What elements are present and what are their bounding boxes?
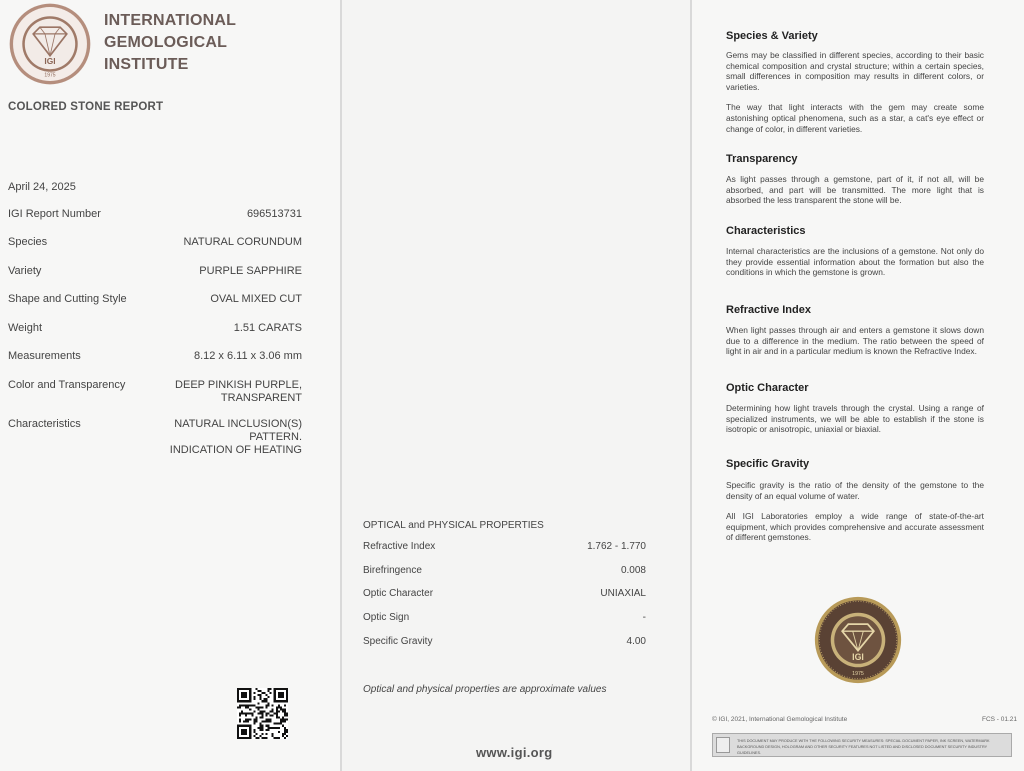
info-paragraph: Internal characteristics are the inclusions of a gemstone. Not only do they provide essential information about the formation but also the conditions in which the gemstone is grown. xyxy=(726,246,984,278)
optical-row-label: Birefringence xyxy=(363,565,422,576)
optical-row-label: Optic Character xyxy=(363,588,434,599)
document-icon xyxy=(716,737,730,753)
info-section-transparency xyxy=(726,153,984,206)
report-row-value-line: PATTERN. xyxy=(249,431,302,443)
info-paragraph: Determining how light travels through the crystal. Using a range of specialized instruments, we will be able to establish if the stone is isotropic or anisotropic, uniaxial or biaxial. xyxy=(726,403,984,435)
report-row-value: 696513731 xyxy=(246,208,302,220)
info-paragraph: All IGI Laboratories employ a wide range of state-of-the-art equipment, which provides comprehensive and accurate assessment of different gemstones. xyxy=(726,511,984,543)
info-heading: Optic Character xyxy=(726,382,809,394)
info-paragraph: When light passes through air and enters a gemstone it slows down due to a difference in the medium. The ratio between the speed of light in air and in a particular medium is known the Refractive Index. xyxy=(726,325,984,357)
svg-text:1975: 1975 xyxy=(852,671,864,678)
info-section-species-variety xyxy=(726,30,984,134)
report-row-label: IGI Report Number xyxy=(8,208,101,220)
svg-text:IGI: IGI xyxy=(44,56,56,67)
report-row-value: NATURAL CORUNDUM xyxy=(183,236,302,248)
info-section-optic-character xyxy=(726,382,984,435)
info-paragraph: Gems may be classified in different species, according to their basic chemical composition and crystal structure; within a certain species, small differences in composition may results in different colors, or varieties. xyxy=(726,50,984,92)
optical-row-value: UNIAXIAL xyxy=(600,588,646,599)
institute-name-line: GEMOLOGICAL xyxy=(104,34,228,51)
report-row-label: Weight xyxy=(8,322,43,334)
igi-gold-seal-icon xyxy=(814,596,902,684)
info-heading: Specific Gravity xyxy=(726,458,810,470)
security-notice-text: THIS DOCUMENT MAY PRODUCE WITH THE FOLLOWING SECURITY MEASURES: SPECIAL DOCUMENT PAPER, INK SCREEN, WATERMARK BACKGROUND DESIGN, HOLOGRAM AND OTHER SECURITY FEATURES NOT LISTED AND DISCLOSED DOCUMENT SECURITY INDUSTRY GUIDELINES. xyxy=(737,739,990,755)
info-paragraph: The way that light interacts with the gem may create some astonishing optical phenomena, such as a star, a cat's eye effect or change of color, in different varieties. xyxy=(726,102,984,134)
report-back-panel xyxy=(692,0,1024,771)
report-row-value-line: TRANSPARENT xyxy=(220,392,302,404)
optical-row-label: Specific Gravity xyxy=(363,636,433,647)
report-title: COLORED STONE REPORT xyxy=(8,101,164,113)
report-row-value: OVAL MIXED CUT xyxy=(210,293,302,305)
info-heading: Characteristics xyxy=(726,225,806,237)
report-row-label: Shape and Cutting Style xyxy=(8,293,127,305)
svg-text:1975: 1975 xyxy=(44,72,56,79)
security-notice xyxy=(712,733,1012,757)
report-row-label: Variety xyxy=(8,265,42,277)
svg-text:IGI: IGI xyxy=(852,652,864,663)
qr-code-icon[interactable] xyxy=(237,688,288,739)
report-row-label: Measurements xyxy=(8,350,81,362)
report-front-panel xyxy=(0,0,340,771)
report-row-label: Species xyxy=(8,236,48,248)
report-middle-panel xyxy=(342,0,690,771)
report-row-value-line: INDICATION OF HEATING xyxy=(169,444,302,456)
copyright-text: © IGI, 2021, International Gemological Institute xyxy=(712,716,848,723)
info-heading: Transparency xyxy=(726,153,798,165)
optical-row-label: Optic Sign xyxy=(363,612,410,623)
optical-row-value: 0.008 xyxy=(620,565,646,576)
form-code: FCS - 01.21 xyxy=(982,716,1018,723)
report-row-value: 1.51 CARATS xyxy=(233,322,302,334)
optical-row-value: - xyxy=(642,612,646,623)
report-row-value-line: NATURAL INCLUSION(S) xyxy=(174,418,302,430)
optical-row-value: 4.00 xyxy=(626,636,646,647)
report-row-value: PURPLE SAPPHIRE xyxy=(199,265,302,277)
optical-properties-title: OPTICAL and PHYSICAL PROPERTIES xyxy=(363,520,544,531)
info-paragraph: As light passes through a gemstone, part of it, if not all, will be absorbed, and part will be transmitted. The more light that is absorbed the less transparent the stone will be. xyxy=(726,174,984,206)
optical-disclaimer: Optical and physical properties are approximate values xyxy=(363,684,607,695)
institute-name-line: INSTITUTE xyxy=(104,56,189,73)
info-section-refractive-index xyxy=(726,304,984,357)
report-row-label: Color and Transparency xyxy=(8,379,126,391)
report-row-value xyxy=(175,379,302,405)
report-row-label: Characteristics xyxy=(8,418,81,430)
institute-name-line: INTERNATIONAL xyxy=(104,12,237,29)
info-section-characteristics xyxy=(726,225,984,278)
info-heading: Species & Variety xyxy=(726,30,818,42)
info-paragraph: Specific gravity is the ratio of the density of the gemstone to the density of an equal volume of water. xyxy=(726,480,984,501)
optical-row-label: Refractive Index xyxy=(363,541,436,552)
info-section-specific-gravity xyxy=(726,458,984,543)
website-link[interactable]: www.igi.org xyxy=(476,745,553,760)
report-row-value: 8.12 x 6.11 x 3.06 mm xyxy=(193,350,302,362)
info-heading: Refractive Index xyxy=(726,304,811,316)
igi-seal-logo xyxy=(8,2,92,86)
report-row-value-line: DEEP PINKISH PURPLE, xyxy=(175,379,302,391)
optical-row-value: 1.762 - 1.770 xyxy=(587,541,646,552)
institute-name xyxy=(104,10,236,76)
report-date: April 24, 2025 xyxy=(8,181,76,193)
report-row-value xyxy=(170,418,302,457)
